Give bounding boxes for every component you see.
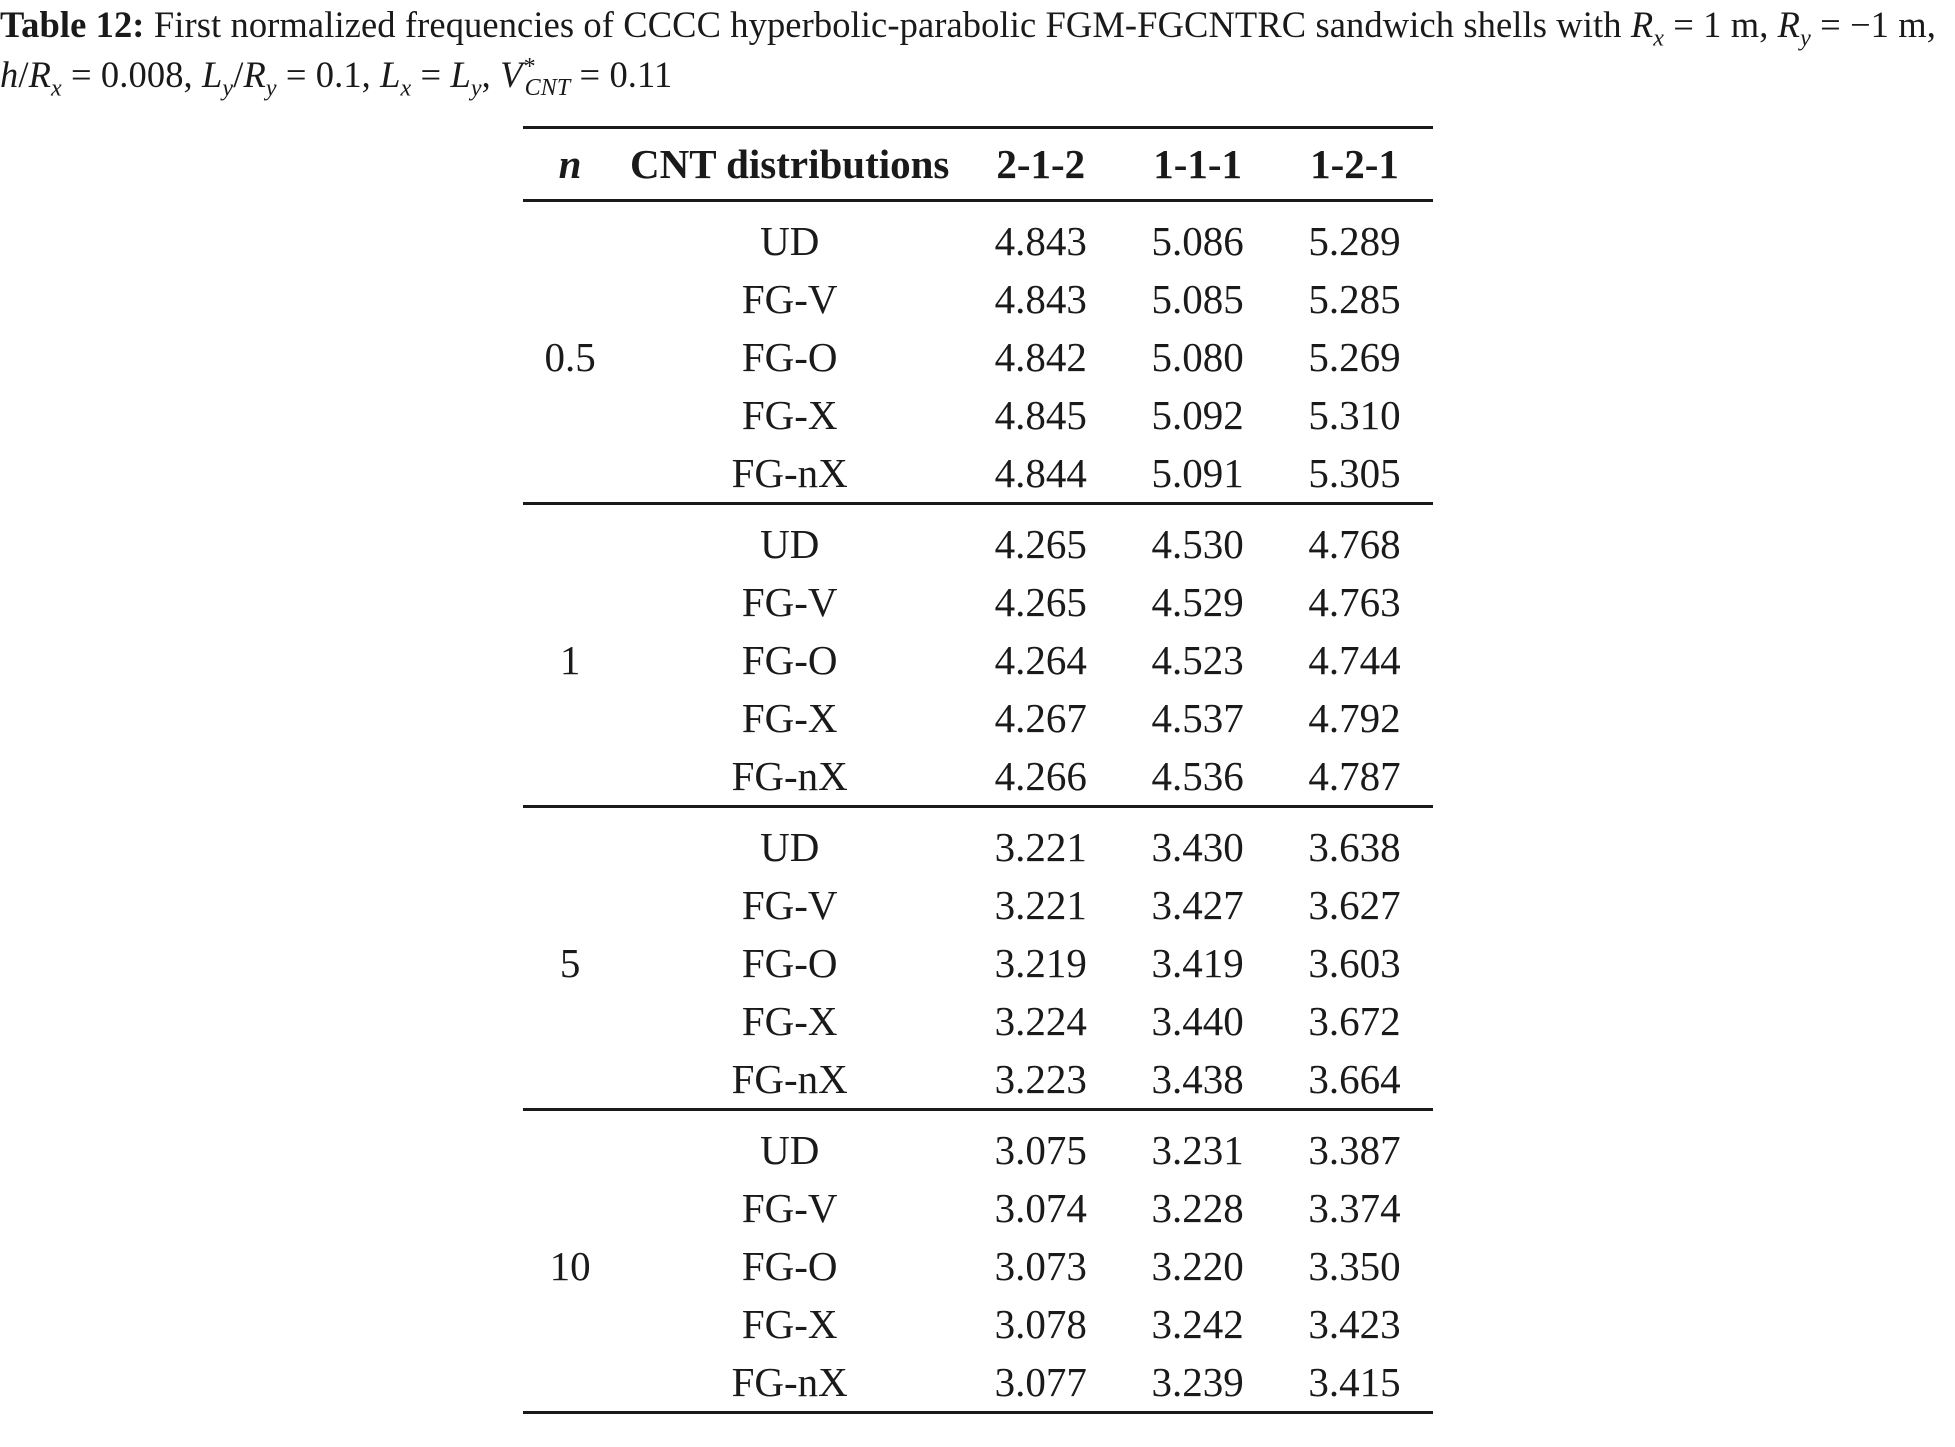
frequency-cell-1-2-1: 5.305: [1276, 444, 1433, 504]
cnt-distribution-cell: FG-V: [741, 276, 838, 322]
frequency-cell-1-1-1: 3.231: [1151, 1127, 1244, 1173]
frequency-cell-1-1-1: 5.080: [1151, 334, 1244, 380]
param-rx: = 1 m,: [1673, 4, 1769, 45]
frequency-cell-1-1-1: 4.536: [1119, 747, 1276, 807]
table-row: [523, 1050, 1433, 1110]
frequency-cell-1-1-1: 3.239: [1119, 1353, 1276, 1413]
frequency-cell-2-1-2: 3.073: [994, 1243, 1087, 1289]
frequency-cell-2-1-2: 4.842: [994, 334, 1087, 380]
frequency-cell-1-1-1: 4.529: [1151, 579, 1244, 625]
frequency-cell-2-1-2: 4.845: [994, 392, 1087, 438]
table-caption: Table 12: First normalized frequencies of CCCC hyperbolic-parabolic FGM-FGCNTRC sandwich shells with $R_x = 1$ m, $R_y = -1$ m, $h/R_x = 0.008$, $L_y/R_y = 0.1$, $L_x = L_y$, $V^*_{CNT} = 0.11$: [0, 4, 1936, 102]
table-row: [523, 689, 1433, 747]
header-1-2-1: 1-2-1: [1276, 128, 1433, 201]
frequency-cell-2-1-2: 3.223: [962, 1050, 1119, 1110]
table-row: [523, 747, 1433, 807]
frequency-cell-1-2-1: 5.269: [1308, 334, 1401, 380]
table-row: [523, 386, 1433, 444]
frequency-cell-1-1-1: 3.242: [1151, 1301, 1244, 1347]
header-n: n: [523, 128, 617, 201]
cnt-distribution-cell: UD: [760, 521, 820, 567]
frequency-cell-2-1-2: 4.264: [994, 637, 1087, 683]
frequency-cell-1-1-1: 4.523: [1151, 637, 1244, 683]
frequency-cell-2-1-2: 3.224: [994, 998, 1087, 1044]
frequency-cell-2-1-2: 3.074: [994, 1185, 1087, 1231]
frequency-cell-1-1-1: 5.086: [1151, 218, 1244, 264]
caption-text: First normalized frequencies of CCCC hyperbolic-parabolic FGM-FGCNTRC sandwich shells with: [153, 4, 1622, 45]
table-row: [523, 992, 1433, 1050]
frequency-cell-2-1-2: 4.844: [962, 444, 1119, 504]
param-ly-over-ry: = 0.1,: [285, 54, 371, 95]
param-ly-tail: ,: [481, 54, 491, 95]
cnt-distribution-cell: FG-X: [741, 998, 838, 1044]
cnt-distribution-cell: FG-O: [741, 637, 838, 683]
frequency-cell-1-1-1: 3.220: [1151, 1243, 1244, 1289]
frequency-cell-1-2-1: 3.350: [1308, 1243, 1401, 1289]
cnt-distribution-cell: UD: [760, 1127, 820, 1173]
frequency-cell-1-2-1: 5.310: [1308, 392, 1401, 438]
table-row: [523, 807, 1433, 877]
table-row: [523, 444, 1433, 504]
n-value-cell: 5: [523, 807, 617, 1110]
frequency-cell-1-2-1: 3.638: [1308, 824, 1401, 870]
cnt-distribution-cell: FG-V: [741, 1185, 838, 1231]
cnt-distribution-cell: FG-X: [741, 392, 838, 438]
frequency-cell-1-2-1: 5.285: [1308, 276, 1401, 322]
n-value-cell: 10: [523, 1110, 617, 1413]
frequency-cell-2-1-2: 4.265: [994, 579, 1087, 625]
table-body: [523, 201, 1433, 1413]
frequency-table: [523, 126, 1433, 1414]
frequency-cell-1-2-1: 3.415: [1276, 1353, 1433, 1413]
param-h-over-rx: = 0.008,: [71, 54, 193, 95]
table-row: [523, 504, 1433, 574]
frequency-cell-1-2-1: 3.374: [1308, 1185, 1401, 1231]
cnt-distribution-cell: FG-O: [741, 940, 838, 986]
frequency-cell-1-1-1: 3.440: [1151, 998, 1244, 1044]
frequency-cell-1-2-1: 3.423: [1308, 1301, 1401, 1347]
table-row: [523, 270, 1433, 328]
cnt-distribution-cell: UD: [760, 218, 820, 264]
frequency-cell-1-2-1: 3.603: [1308, 940, 1401, 986]
frequency-cell-1-2-1: 3.664: [1276, 1050, 1433, 1110]
frequency-cell-2-1-2: 3.075: [994, 1127, 1087, 1173]
table-row: [523, 1295, 1433, 1353]
frequency-cell-2-1-2: 4.265: [994, 521, 1087, 567]
frequency-cell-2-1-2: 3.219: [994, 940, 1087, 986]
table-row: [523, 1179, 1433, 1237]
frequency-cell-1-1-1: 4.537: [1151, 695, 1244, 741]
param-ry: = −1 m,: [1820, 4, 1936, 45]
header-row: [523, 128, 1433, 201]
frequency-cell-1-2-1: 4.792: [1308, 695, 1401, 741]
frequency-cell-2-1-2: 4.266: [962, 747, 1119, 807]
cnt-distribution-cell: FG-X: [741, 695, 838, 741]
cnt-distribution-cell: FG-V: [741, 882, 838, 928]
table-row: [523, 876, 1433, 934]
frequency-cell-1-2-1: 3.387: [1308, 1127, 1401, 1173]
frequency-cell-2-1-2: 4.843: [994, 218, 1087, 264]
frequency-cell-1-2-1: 4.768: [1308, 521, 1401, 567]
param-lx: =: [420, 54, 442, 95]
n-value-cell: 1: [523, 504, 617, 807]
table-row: [523, 1110, 1433, 1180]
table-row: [523, 631, 1433, 689]
table-row: [523, 1353, 1433, 1413]
frequency-cell-1-2-1: 5.289: [1308, 218, 1401, 264]
cnt-distribution-cell: FG-nX: [617, 747, 962, 807]
header-cnt-distributions: CNT distributions: [617, 128, 962, 201]
frequency-cell-1-1-1: 3.430: [1151, 824, 1244, 870]
frequency-cell-1-1-1: 3.228: [1151, 1185, 1244, 1231]
frequency-cell-1-1-1: 3.419: [1151, 940, 1244, 986]
table-row: [523, 1237, 1433, 1295]
n-value-cell: 0.5: [523, 201, 617, 504]
frequency-cell-1-2-1: 4.744: [1308, 637, 1401, 683]
table-row: [523, 573, 1433, 631]
caption-label: Table 12:: [0, 4, 145, 45]
cnt-distribution-cell: FG-O: [741, 1243, 838, 1289]
cnt-distribution-cell: FG-X: [741, 1301, 838, 1347]
header-1-1-1: 1-1-1: [1119, 128, 1276, 201]
frequency-cell-2-1-2: 3.221: [994, 882, 1087, 928]
cnt-distribution-cell: FG-nX: [617, 1050, 962, 1110]
frequency-cell-1-2-1: 3.672: [1308, 998, 1401, 1044]
cnt-distribution-cell: FG-nX: [617, 444, 962, 504]
frequency-cell-1-1-1: 3.427: [1151, 882, 1244, 928]
frequency-cell-2-1-2: 3.078: [994, 1301, 1087, 1347]
frequency-cell-1-2-1: 4.787: [1276, 747, 1433, 807]
frequency-cell-1-1-1: 5.091: [1119, 444, 1276, 504]
table-row: [523, 328, 1433, 386]
header-2-1-2: 2-1-2: [962, 128, 1119, 201]
table-row: [523, 934, 1433, 992]
frequency-cell-1-2-1: 3.627: [1308, 882, 1401, 928]
cnt-distribution-cell: FG-O: [741, 334, 838, 380]
frequency-cell-1-1-1: 3.438: [1119, 1050, 1276, 1110]
frequency-cell-1-1-1: 5.092: [1151, 392, 1244, 438]
table-row: [523, 201, 1433, 271]
cnt-distribution-cell: FG-V: [741, 579, 838, 625]
frequency-cell-1-2-1: 4.763: [1308, 579, 1401, 625]
cnt-distribution-cell: UD: [760, 824, 820, 870]
frequency-cell-1-1-1: 4.530: [1151, 521, 1244, 567]
frequency-cell-2-1-2: 4.267: [994, 695, 1087, 741]
frequency-cell-2-1-2: 3.221: [994, 824, 1087, 870]
frequency-cell-2-1-2: 3.077: [962, 1353, 1119, 1413]
cnt-distribution-cell: FG-nX: [617, 1353, 962, 1413]
frequency-cell-1-1-1: 5.085: [1151, 276, 1244, 322]
param-vcnt: = 0.11: [579, 54, 673, 95]
frequency-cell-2-1-2: 4.843: [994, 276, 1087, 322]
